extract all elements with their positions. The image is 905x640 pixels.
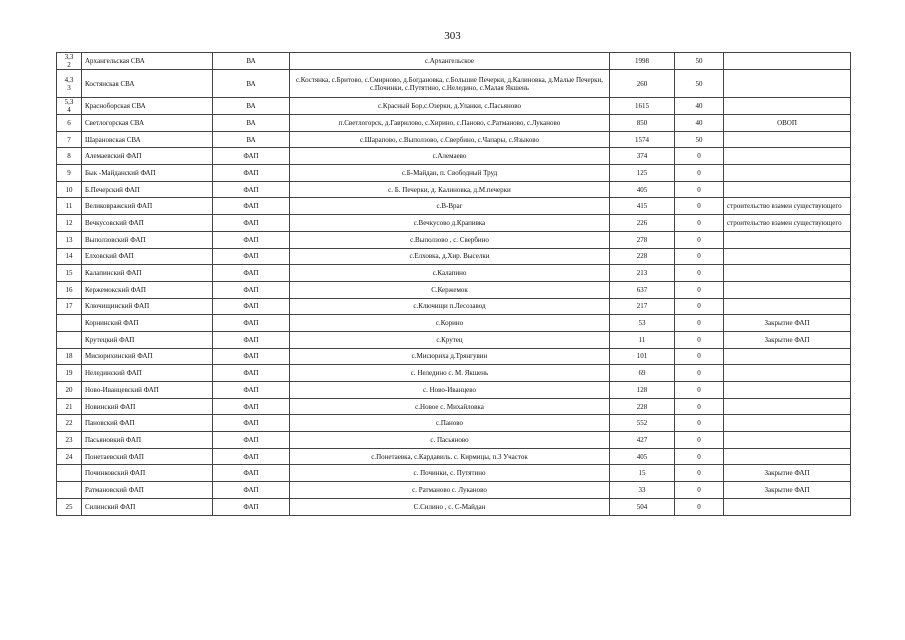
facility-type: ВА (213, 115, 290, 132)
served-localities: с.Корино (290, 315, 610, 332)
facility-type: ФАП (213, 281, 290, 298)
facility-name: Светлогорская СВА (82, 115, 213, 132)
note-cell: строительство взамен существующего (724, 215, 851, 232)
capacity-value: 0 (675, 315, 724, 332)
note-cell (724, 165, 851, 182)
note-cell (724, 70, 851, 98)
population-count: 125 (610, 165, 675, 182)
table-row (57, 248, 851, 265)
facility-type: ФАП (213, 398, 290, 415)
served-localities: с.Выползово , с. Свербино (290, 231, 610, 248)
table-row (57, 148, 851, 165)
served-localities: с.Понетаевка, с.Кардавиль. с. Кирмицы, п.3 Участок (290, 448, 610, 465)
note-cell (724, 231, 851, 248)
facility-type: ВА (213, 53, 290, 70)
facility-name: Калапинский ФАП (82, 265, 213, 282)
capacity-value: 0 (675, 365, 724, 382)
facility-type: ВА (213, 131, 290, 148)
served-localities: с.Крутец (290, 331, 610, 348)
facility-type: ФАП (213, 465, 290, 482)
facility-name: Ратмановский ФАП (82, 482, 213, 499)
population-count: 1998 (610, 53, 675, 70)
row-number: 19 (57, 365, 82, 382)
facility-name: Починковский ФАП (82, 465, 213, 482)
facility-type: ФАП (213, 331, 290, 348)
capacity-value: 0 (675, 181, 724, 198)
facility-name: Б.Печерский ФАП (82, 181, 213, 198)
population-count: 15 (610, 465, 675, 482)
row-number: 9 (57, 165, 82, 182)
note-cell (724, 348, 851, 365)
population-count: 405 (610, 181, 675, 198)
population-count: 415 (610, 198, 675, 215)
capacity-value: 0 (675, 498, 724, 515)
table-row (57, 70, 851, 98)
row-number: 22 (57, 415, 82, 432)
facility-name: Крутецкий ФАП (82, 331, 213, 348)
facility-type: ФАП (213, 432, 290, 449)
capacity-value: 0 (675, 415, 724, 432)
capacity-value: 0 (675, 281, 724, 298)
note-cell (724, 415, 851, 432)
table-row (57, 181, 851, 198)
served-localities: с.Костянка, с.Бритово, с.Смирново, д.Богдановка, с.Большие Печерки, д.Калиновка, д.Малые Печерки, с.Починки, с.Путятино, с.Неледино, с.Малая Якшень (290, 70, 610, 98)
row-number: 20 (57, 382, 82, 399)
facility-name: Бык -Майданский ФАП (82, 165, 213, 182)
note-cell (724, 432, 851, 449)
facility-type: ФАП (213, 415, 290, 432)
row-number: 14 (57, 248, 82, 265)
table-row (57, 498, 851, 515)
table-row (57, 53, 851, 70)
row-number: 4,3 3 (57, 70, 82, 98)
note-cell: Закрытие ФАП (724, 482, 851, 499)
table-row (57, 432, 851, 449)
table-row (57, 398, 851, 415)
facility-type: ФАП (213, 365, 290, 382)
row-number: 15 (57, 265, 82, 282)
capacity-value: 0 (675, 298, 724, 315)
capacity-value: 0 (675, 348, 724, 365)
row-number: 21 (57, 398, 82, 415)
table-row (57, 281, 851, 298)
capacity-value: 0 (675, 265, 724, 282)
population-count: 850 (610, 115, 675, 132)
facility-name: Шарановская СВА (82, 131, 213, 148)
population-count: 405 (610, 448, 675, 465)
facility-name: Костянская СВА (82, 70, 213, 98)
capacity-value: 0 (675, 215, 724, 232)
table-row (57, 415, 851, 432)
row-number: 11 (57, 198, 82, 215)
served-localities: с.Красный Бор,с.Озерки, д.Уланки, с.Пасьяново (290, 98, 610, 115)
population-count: 1574 (610, 131, 675, 148)
population-count: 260 (610, 70, 675, 98)
capacity-value: 50 (675, 131, 724, 148)
served-localities: с. Б. Печерки, д. Калиновка, д.М.печерки (290, 181, 610, 198)
capacity-value: 0 (675, 432, 724, 449)
row-number: 24 (57, 448, 82, 465)
note-cell (724, 265, 851, 282)
served-localities: С.Кержемок (290, 281, 610, 298)
facility-name: Пановский ФАП (82, 415, 213, 432)
population-count: 11 (610, 331, 675, 348)
served-localities: с.Алемаево (290, 148, 610, 165)
served-localities: с.Калапино (290, 265, 610, 282)
note-cell: Закрытие ФАП (724, 315, 851, 332)
facilities-table (56, 52, 851, 516)
note-cell (724, 448, 851, 465)
note-cell (724, 181, 851, 198)
row-number: 25 (57, 498, 82, 515)
capacity-value: 0 (675, 382, 724, 399)
note-cell (724, 248, 851, 265)
table-row (57, 348, 851, 365)
table-row (57, 482, 851, 499)
population-count: 228 (610, 398, 675, 415)
note-cell (724, 98, 851, 115)
note-cell: Закрытие ФАП (724, 465, 851, 482)
served-localities: с. Пасьяново (290, 432, 610, 449)
served-localities: с.Шарапово, с.Выползово, с.Свербино, с.Чапары, с.Языково (290, 131, 610, 148)
population-count: 637 (610, 281, 675, 298)
facility-type: ФАП (213, 382, 290, 399)
facility-type: ВА (213, 70, 290, 98)
facility-type: ФАП (213, 315, 290, 332)
capacity-value: 0 (675, 448, 724, 465)
facility-name: Ключищинский ФАП (82, 298, 213, 315)
note-cell (724, 131, 851, 148)
capacity-value: 0 (675, 398, 724, 415)
capacity-value: 40 (675, 98, 724, 115)
facility-name: Ново-Иванцевский ФАП (82, 382, 213, 399)
facility-type: ФАП (213, 181, 290, 198)
capacity-value: 0 (675, 165, 724, 182)
table-row (57, 198, 851, 215)
served-localities: п.Светлогорск, д.Гаврилово, с.Хирино, с.Паново, с.Ратманово, с.Луканово (290, 115, 610, 132)
served-localities: С.Силино , с. С-Майдан (290, 498, 610, 515)
table-row (57, 331, 851, 348)
facility-name: Елховский ФАП (82, 248, 213, 265)
row-number: 5,3 4 (57, 98, 82, 115)
population-count: 1615 (610, 98, 675, 115)
note-cell (724, 382, 851, 399)
capacity-value: 0 (675, 198, 724, 215)
facility-name: Алемаевский ФАП (82, 148, 213, 165)
note-cell (724, 53, 851, 70)
capacity-value: 50 (675, 53, 724, 70)
facility-type: ФАП (213, 248, 290, 265)
facility-name: Нелединский ФАП (82, 365, 213, 382)
table-row (57, 298, 851, 315)
facility-type: ФАП (213, 198, 290, 215)
table-row (57, 231, 851, 248)
note-cell (724, 298, 851, 315)
table-row (57, 365, 851, 382)
population-count: 69 (610, 365, 675, 382)
table-row (57, 315, 851, 332)
population-count: 427 (610, 432, 675, 449)
row-number (57, 482, 82, 499)
served-localities: с. Починки, с. Путятино (290, 465, 610, 482)
row-number: 18 (57, 348, 82, 365)
facility-type: ФАП (213, 448, 290, 465)
facility-name: Красноборская СВА (82, 98, 213, 115)
row-number: 12 (57, 215, 82, 232)
row-number: 3,3 2 (57, 53, 82, 70)
row-number (57, 331, 82, 348)
note-cell (724, 281, 851, 298)
facility-type: ФАП (213, 215, 290, 232)
population-count: 53 (610, 315, 675, 332)
capacity-value: 50 (675, 70, 724, 98)
table-row (57, 131, 851, 148)
served-localities: с. Ратманово с. Луканово (290, 482, 610, 499)
table-row (57, 165, 851, 182)
capacity-value: 0 (675, 482, 724, 499)
capacity-value: 0 (675, 465, 724, 482)
facility-name: Корнинский ФАП (82, 315, 213, 332)
served-localities: с.В-Враг (290, 198, 610, 215)
row-number: 13 (57, 231, 82, 248)
row-number: 7 (57, 131, 82, 148)
note-cell (724, 148, 851, 165)
population-count: 278 (610, 231, 675, 248)
facility-name: Вечкусовский ФАП (82, 215, 213, 232)
facility-name: Понетаевский ФАП (82, 448, 213, 465)
row-number: 8 (57, 148, 82, 165)
table-row (57, 265, 851, 282)
served-localities: с.Б-Майдан, п. Свободный Труд (290, 165, 610, 182)
population-count: 33 (610, 482, 675, 499)
note-cell (724, 498, 851, 515)
facility-type: ФАП (213, 482, 290, 499)
capacity-value: 40 (675, 115, 724, 132)
row-number: 16 (57, 281, 82, 298)
table-row (57, 382, 851, 399)
note-cell: Закрытие ФАП (724, 331, 851, 348)
served-localities: с. Ново-Иванцево (290, 382, 610, 399)
served-localities: с.Новое с. Михайловка (290, 398, 610, 415)
facility-type: ФАП (213, 348, 290, 365)
population-count: 228 (610, 248, 675, 265)
row-number (57, 315, 82, 332)
facility-type: ФАП (213, 498, 290, 515)
population-count: 504 (610, 498, 675, 515)
table-row (57, 215, 851, 232)
capacity-value: 0 (675, 148, 724, 165)
table-row (57, 448, 851, 465)
population-count: 226 (610, 215, 675, 232)
note-cell (724, 398, 851, 415)
row-number: 6 (57, 115, 82, 132)
population-count: 374 (610, 148, 675, 165)
facility-name: Мисюрихинский ФАП (82, 348, 213, 365)
capacity-value: 0 (675, 248, 724, 265)
row-number: 17 (57, 298, 82, 315)
facility-name: Пасьяновкий ФАП (82, 432, 213, 449)
row-number: 23 (57, 432, 82, 449)
facility-name: Кержемокский ФАП (82, 281, 213, 298)
facility-name: Выползовский ФАП (82, 231, 213, 248)
capacity-value: 0 (675, 331, 724, 348)
served-localities: с.Паново (290, 415, 610, 432)
facility-name: Силинский ФАП (82, 498, 213, 515)
served-localities: с. Неледино с. М. Якшень (290, 365, 610, 382)
population-count: 217 (610, 298, 675, 315)
facility-type: ФАП (213, 148, 290, 165)
row-number (57, 465, 82, 482)
facility-type: ФАП (213, 265, 290, 282)
facility-name: Великовражский ФАП (82, 198, 213, 215)
note-cell (724, 365, 851, 382)
population-count: 128 (610, 382, 675, 399)
served-localities: с.Елховка, д.Хир. Выселки (290, 248, 610, 265)
note-cell: ОВОП (724, 115, 851, 132)
served-localities: с.Мисюриха д.Трянгувин (290, 348, 610, 365)
note-cell: строительство взамен существующего (724, 198, 851, 215)
population-count: 552 (610, 415, 675, 432)
facility-type: ФАП (213, 165, 290, 182)
served-localities: с.Вечкусово д.Крапивка (290, 215, 610, 232)
facility-name: Новинский ФАП (82, 398, 213, 415)
facility-type: ФАП (213, 231, 290, 248)
served-localities: с.Архангельское (290, 53, 610, 70)
population-count: 213 (610, 265, 675, 282)
capacity-value: 0 (675, 231, 724, 248)
facility-name: Архангельская СВА (82, 53, 213, 70)
page-number: 303 (444, 30, 461, 42)
table-row (57, 98, 851, 115)
facility-type: ВА (213, 98, 290, 115)
row-number: 10 (57, 181, 82, 198)
served-localities: с.Ключищи п.Лесозавод (290, 298, 610, 315)
table-row (57, 115, 851, 132)
population-count: 101 (610, 348, 675, 365)
table-row (57, 465, 851, 482)
facility-type: ФАП (213, 298, 290, 315)
